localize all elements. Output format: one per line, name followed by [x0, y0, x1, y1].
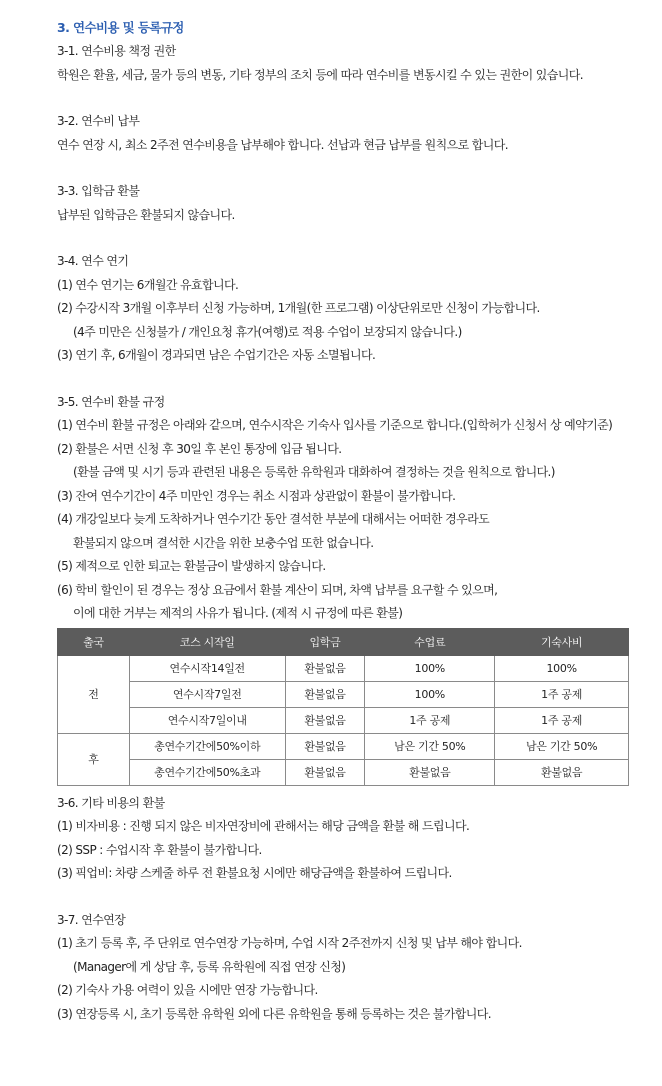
s35-note: 이에 대한 거부는 제적의 사유가 됩니다. (제적 시 규정에 따른 환불): [73, 606, 403, 620]
cell-dormitory-fee: 1주 공제: [495, 681, 629, 707]
header-departure: 출국: [58, 628, 130, 655]
cell-admission-fee: 환불없음: [285, 655, 365, 681]
s36-item: (1) 비자비용 : 진행 되지 않은 비자연장비에 관해서는 해당 금액을 환불 해 드립니다.: [57, 819, 470, 833]
table-row: [58, 733, 629, 759]
s36-item: (3) 픽업비: 차량 스케줄 하루 전 환불요청 시에만 해당금액을 환불하여 드립니다.: [57, 866, 452, 880]
cell-tuition: 1주 공제: [365, 707, 495, 733]
cell-tuition: 100%: [365, 681, 495, 707]
s35-item: (1) 연수비 환불 규정은 아래와 같으며, 연수시작은 기숙사 입사를 기준으로 합니다.(입학허가 신청서 상 예약기준): [57, 418, 613, 432]
s36-item: (2) SSP : 수업시작 후 환불이 불가합니다.: [57, 842, 262, 857]
s37-note: (Manager에 게 상담 후, 등록 유학원에 직접 연장 신청): [73, 959, 346, 974]
s37-heading: 3-7. 연수연장: [57, 912, 126, 927]
s35-note: 환불되지 않으며 결석한 시간을 위한 보충수업 또한 없습니다.: [73, 535, 374, 550]
s37-item: (2) 기숙사 가용 여력이 있을 시에만 연장 가능합니다.: [57, 983, 318, 997]
header-course-start: 코스 시작일: [129, 628, 285, 655]
cell-admission-fee: 환불없음: [285, 733, 365, 759]
header-dormitory-fee: 기숙사비: [495, 628, 629, 655]
s35-item: (6) 학비 할인이 된 경우는 정상 요금에서 환불 계산이 되며, 차액 납부를 요구할 수 있으며,: [57, 582, 498, 597]
header-admission-fee: 입학금: [285, 628, 365, 655]
s37-item: (3) 연장등록 시, 초기 등록한 유학원 외에 다른 유학원을 통해 등록하는 것은 불가합니다.: [57, 1006, 491, 1021]
table-row: [58, 681, 629, 707]
s31-heading: 3-1. 연수비용 책정 권한: [57, 44, 176, 58]
cell-dormitory-fee: 1주 공제: [495, 707, 629, 733]
cell-admission-fee: 환불없음: [285, 681, 365, 707]
group-after: 후: [58, 733, 130, 785]
s34-item: (3) 연기 후, 6개월이 경과되면 남은 수업기간은 자동 소멸됩니다.: [57, 348, 376, 362]
cell-dormitory-fee: 환불없음: [495, 759, 629, 785]
table-header-row: [58, 628, 629, 655]
s32-heading: 3-2. 연수비 납부: [57, 114, 140, 128]
s32-text: 연수 연장 시, 최소 2주전 연수비용을 납부해야 합니다. 선납과 현금 납부를 원칙으로 합니다.: [57, 137, 508, 152]
s34-item: (2) 수강시작 3개월 이후부터 신청 가능하며, 1개월(한 프로그램) 이상단위로만 신청이 가능합니다.: [57, 301, 540, 315]
s35-note: (환불 금액 및 시기 등과 관련된 내용은 등록한 유학원과 대화하여 결정하는 것을 원칙으로 합니다.): [73, 465, 555, 479]
refund-table: [57, 628, 629, 786]
s34-heading: 3-4. 연수 연기: [57, 254, 129, 268]
cell-tuition: 환불없음: [365, 759, 495, 785]
s33-heading: 3-3. 입학금 환불: [57, 184, 140, 198]
cell-dormitory-fee: 남은 기간 50%: [495, 733, 629, 759]
s34-note: (4주 미만은 신청불가 / 개인요청 휴가(여행)로 적용 수업이 보장되지 않습니다.): [73, 324, 462, 339]
cell-admission-fee: 환불없음: [285, 707, 365, 733]
s35-item: (3) 잔여 연수기간이 4주 미만인 경우는 취소 시점과 상관없이 환불이 불가합니다.: [57, 488, 456, 503]
header-tuition: 수업료: [365, 628, 495, 655]
s31-text: 학원은 환율, 세금, 물가 등의 변동, 기타 정부의 조치 등에 따라 연수비를 변동시킬 수 있는 권한이 있습니다.: [57, 67, 583, 82]
s35-heading: 3-5. 연수비 환불 규정: [57, 394, 165, 409]
cell-course-start: 연수시작14일전: [129, 655, 285, 681]
cell-admission-fee: 환불없음: [285, 759, 365, 785]
s35-item: (2) 환불은 서면 신청 후 30일 후 본인 통장에 입금 됩니다.: [57, 441, 342, 456]
section-title: 3. 연수비용 및 등록규정: [57, 20, 184, 35]
cell-course-start: 연수시작7일전: [129, 681, 285, 707]
s34-item: (1) 연수 연기는 6개월간 유효합니다.: [57, 277, 239, 292]
cell-dormitory-fee: 100%: [495, 655, 629, 681]
group-before: 전: [58, 655, 130, 733]
s35-item: (5) 제적으로 인한 퇴교는 환불금이 발생하지 않습니다.: [57, 559, 326, 573]
table-row: [58, 655, 629, 681]
cell-course-start: 연수시작7일이내: [129, 707, 285, 733]
s35-item: (4) 개강일보다 늦게 도착하거나 연수기간 동안 결석한 부분에 대해서는 어떠한 경우라도: [57, 512, 490, 526]
cell-course-start: 총연수기간에50%초과: [129, 759, 285, 785]
table-row: [58, 707, 629, 733]
cell-tuition: 남은 기간 50%: [365, 733, 495, 759]
cell-tuition: 100%: [365, 655, 495, 681]
cell-course-start: 총연수기간에50%이하: [129, 733, 285, 759]
table-row: [58, 759, 629, 785]
s36-heading: 3-6. 기타 비용의 환불: [57, 795, 165, 810]
s37-item: (1) 초기 등록 후, 주 단위로 연수연장 가능하며, 수업 시작 2주전까지 신청 및 납부 해야 합니다.: [57, 936, 522, 950]
s33-text: 납부된 입학금은 환불되지 않습니다.: [57, 207, 235, 222]
